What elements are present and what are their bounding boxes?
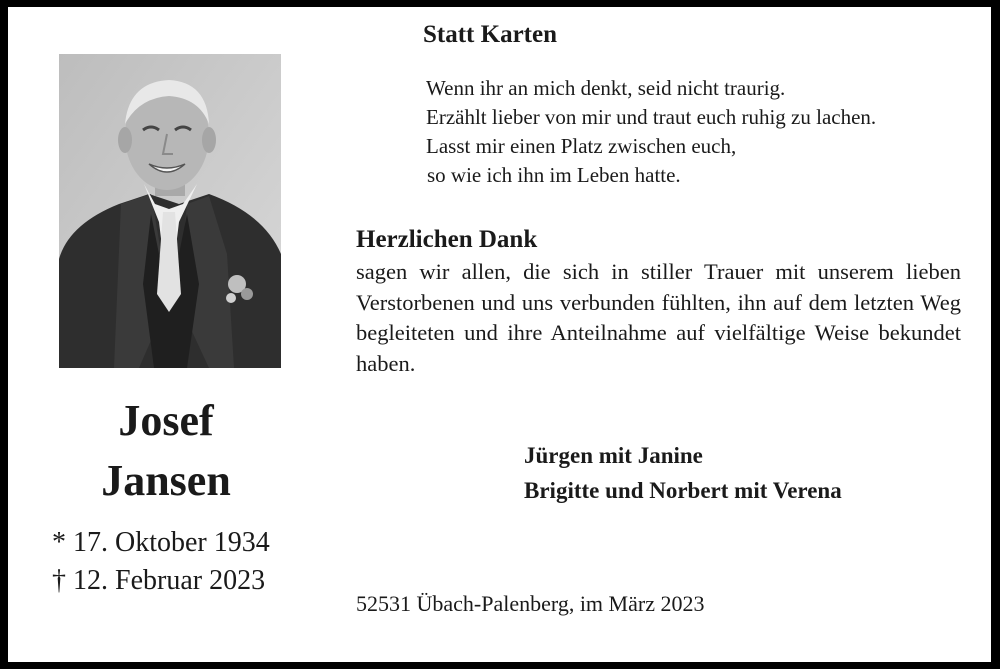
portrait-photo [59, 54, 281, 368]
poem [426, 74, 876, 190]
poem-line: Erzählt lieber von mir und traut euch ruhig zu lachen. [426, 105, 877, 129]
poem-line: Wenn ihr an mich denkt, seid nicht traurig. [426, 76, 786, 100]
birth-date: * 17. Oktober 1934 [52, 527, 270, 558]
place-date: 52531 Übach-Palenberg, im März 2023 [356, 591, 705, 616]
thanks-heading: Herzlichen Dank [356, 226, 538, 253]
signature-line: Brigitte und Norbert mit Verena [524, 478, 842, 503]
poem-line: so wie ich ihn im Leben hatte. [427, 163, 681, 187]
death-date: † 12. Februar 2023 [52, 565, 266, 596]
deceased-first-name: Josef [118, 396, 214, 445]
poem-line: Lasst mir einen Platz zwischen euch, [426, 134, 737, 158]
thanks-text: sagen wir allen, die sich in stiller Trauer mit unserem lieben Verstorbenen und uns verbunden fühlten, ihn auf dem letzten Weg begleiteten und ihre Anteilnahme auf vielfältige Weise bekundet haben. [356, 259, 961, 376]
obituary-card [8, 7, 991, 662]
header-label: Statt Karten [423, 21, 557, 48]
deceased-last-name: Jansen [101, 456, 231, 505]
signature-line: Jürgen mit Janine [524, 443, 703, 468]
